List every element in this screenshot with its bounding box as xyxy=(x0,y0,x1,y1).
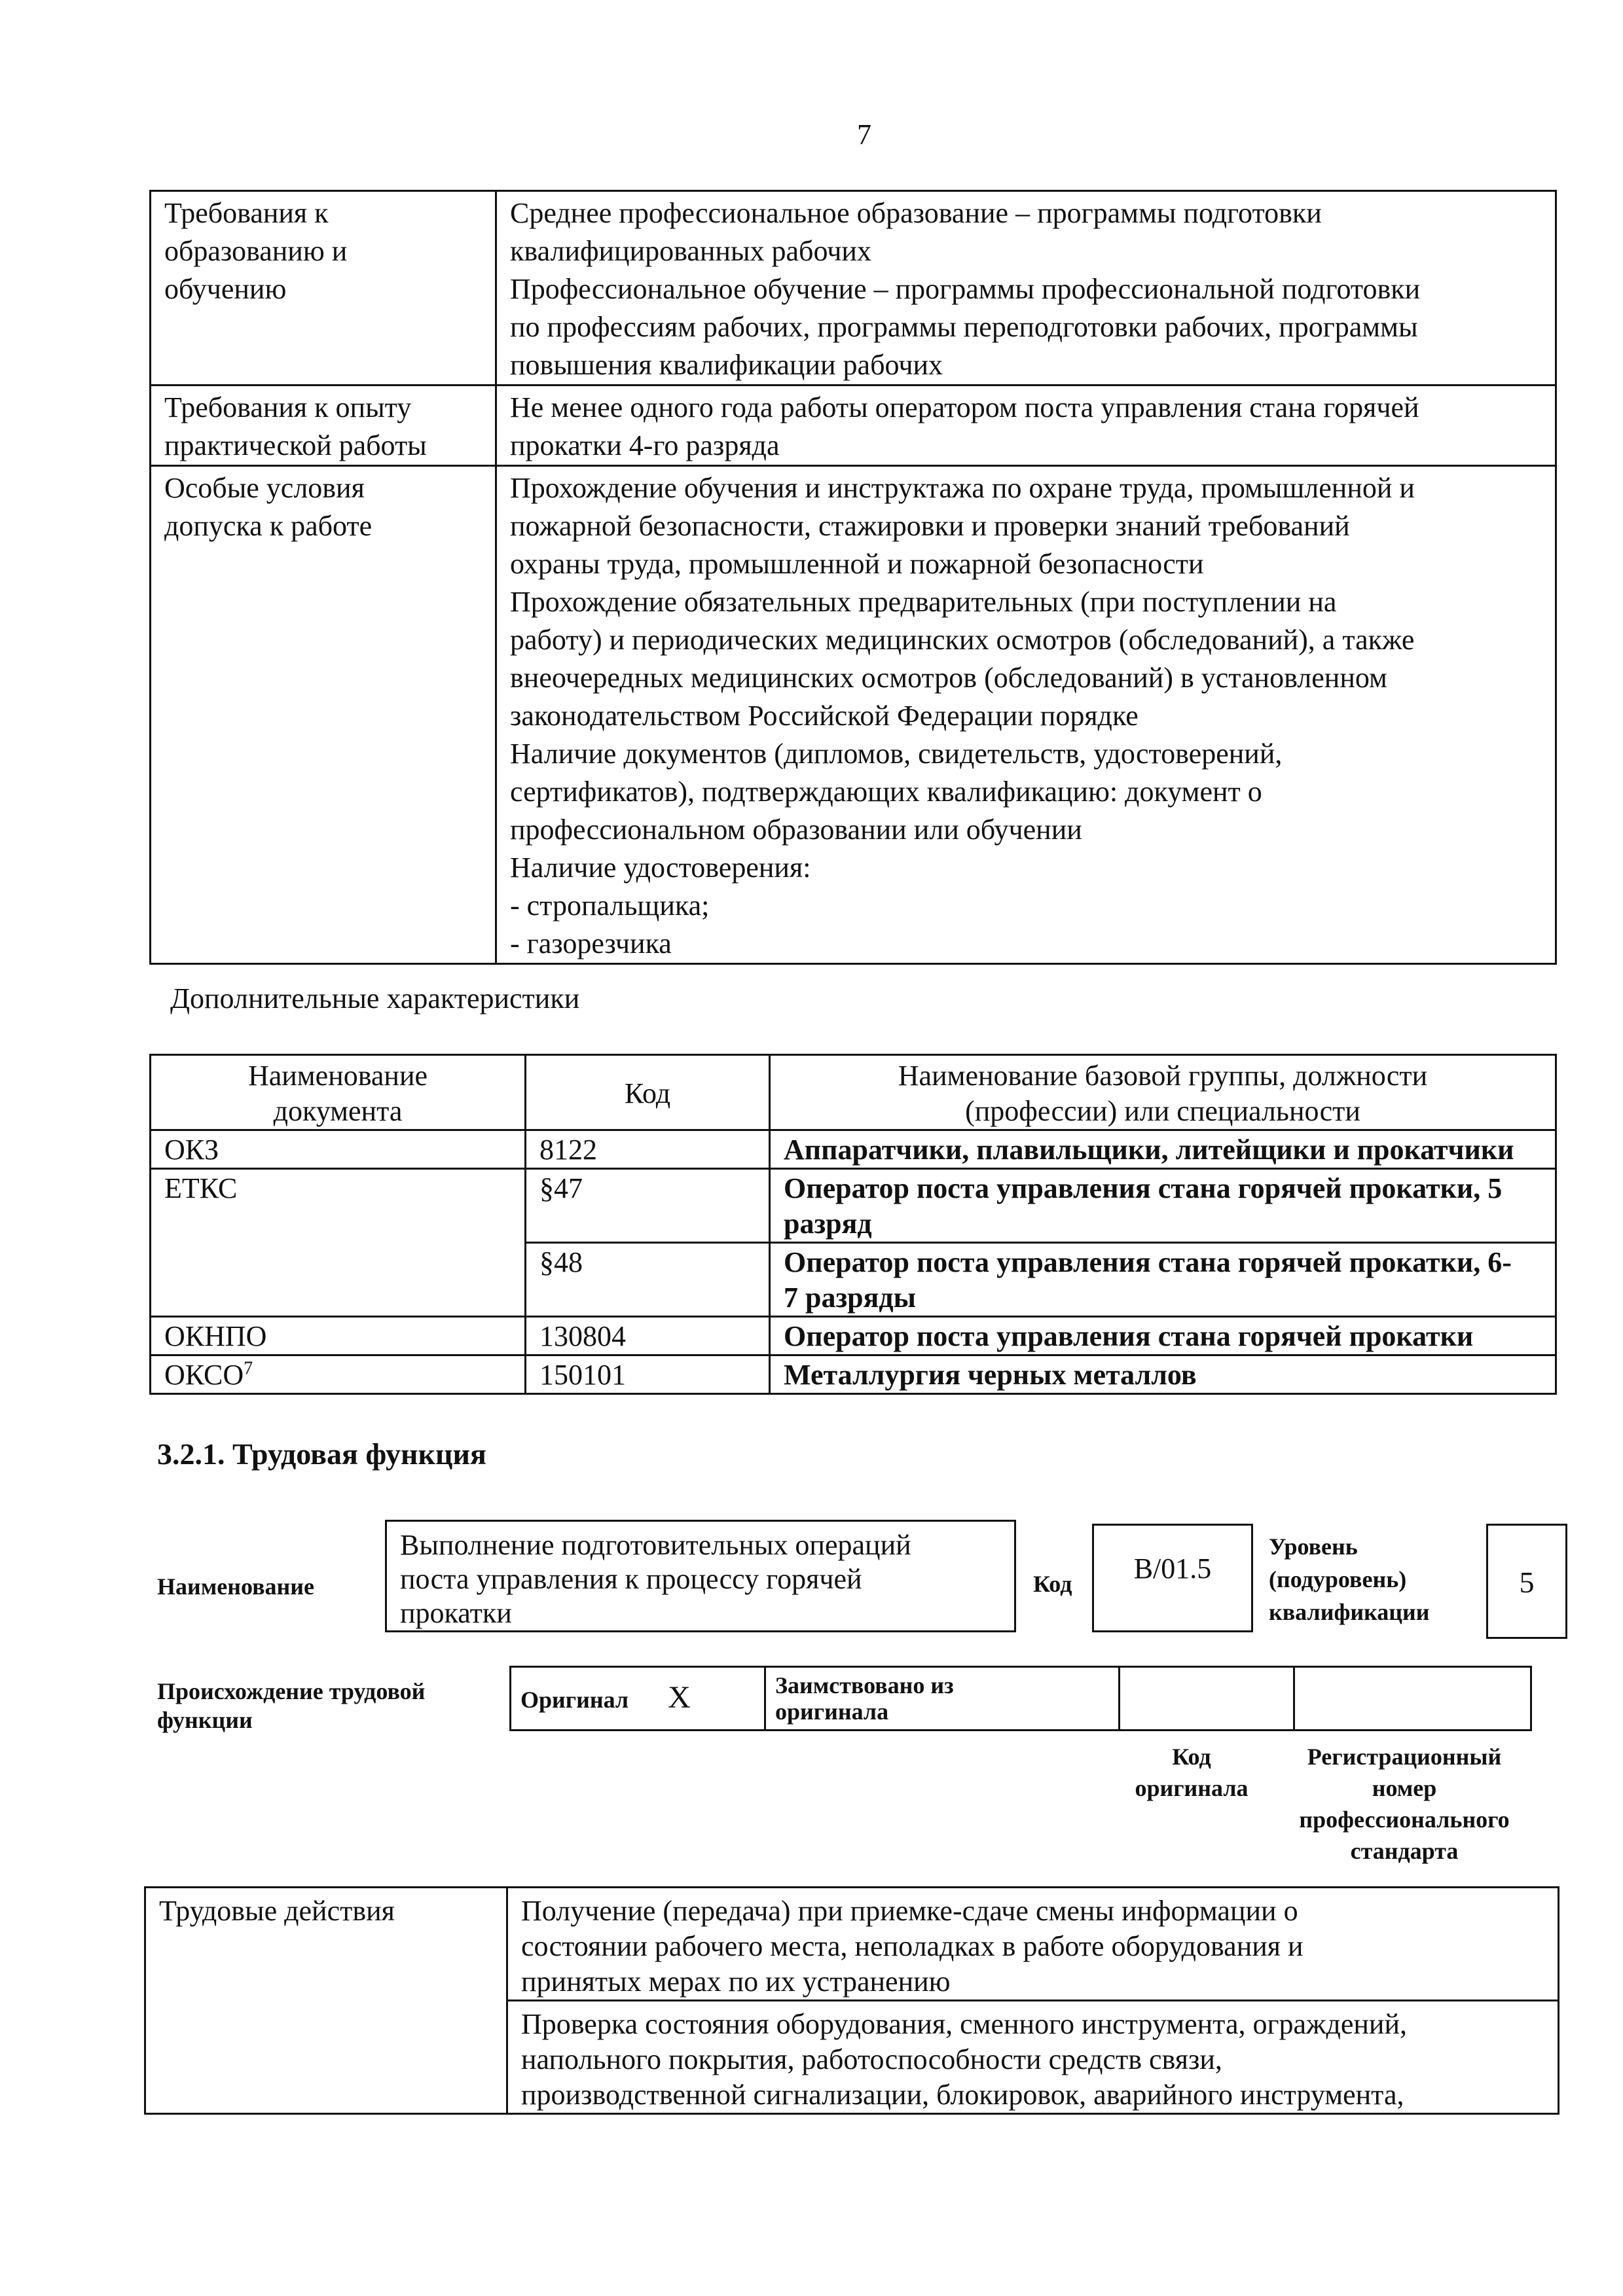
function-title: 3.2.1. Трудовая функция xyxy=(157,1437,486,1471)
code-cell: §48 xyxy=(526,1243,770,1317)
table-header-row xyxy=(151,1055,1556,1130)
page-number: 7 xyxy=(857,118,871,151)
labor-action-item: Получение (передача) при приемке-сдаче смены информации о состоянии рабочего места, неполадках в работе оборудования и принятых мерах по их устранению xyxy=(507,1888,1559,2001)
function-code-box xyxy=(1092,1524,1253,1632)
table-row xyxy=(145,1888,1559,2001)
original-cell: Оригинал X xyxy=(511,1667,765,1731)
registration-number-caption: Регистрационный номер профессионального стандарта xyxy=(1299,1744,1510,1864)
function-name-box: Выполнение подготовительных операций поста управления к процессу горячей прокатки xyxy=(385,1520,1016,1632)
table-row xyxy=(511,1667,1531,1731)
labor-actions-label: Трудовые действия xyxy=(145,1888,507,2114)
code-cell: 150101 xyxy=(526,1355,770,1394)
registration-number-cell xyxy=(1294,1667,1531,1731)
doc-name-cell: ОКНПО xyxy=(151,1317,526,1355)
table-row xyxy=(151,1130,1556,1169)
requirements-table xyxy=(149,190,1557,965)
requirement-label: Требования к образованию и обучению xyxy=(151,191,496,386)
requirement-value: Не менее одного года работы оператором поста управления стана горячей прокатки 4-го разряда xyxy=(496,386,1556,466)
base-group-cell: Оператор поста управления стана горячей прокатки xyxy=(770,1317,1556,1355)
original-mark: X xyxy=(668,1679,691,1715)
additional-table xyxy=(149,1054,1557,1395)
table-row xyxy=(151,386,1556,466)
labor-action-item: Проверка состояния оборудования, сменного инструмента, ограждений, напольного покрытия, работоспособности средств связи, производственной сигнализации, блокировок, аварийного инструмента, xyxy=(507,2001,1559,2114)
qualification-level-box xyxy=(1486,1524,1567,1639)
function-name-label: Наименование xyxy=(157,1573,314,1600)
base-group-cell: Металлургия черных металлов xyxy=(770,1355,1556,1394)
table-row xyxy=(151,1355,1556,1394)
doc-name-cell: ОКСО$^7$ xyxy=(151,1355,526,1394)
origin-label: Происхождение трудовой функции xyxy=(157,1678,426,1733)
function-code-label: Код xyxy=(1033,1571,1072,1597)
header-code: Код xyxy=(526,1055,770,1130)
doc-name-cell: ЕТКС xyxy=(151,1169,526,1317)
header-base-group: Наименование базовой группы, должности (профессии) или специальности xyxy=(770,1055,1556,1130)
requirement-value: Среднее профессиональное образование – программы подготовки квалифицированных рабочих Профессиональное обучение – программы профессиональной подготовки по профессиям рабочих, программы переподготовки рабочих, программы повышения квалификации рабочих xyxy=(496,191,1556,386)
original-code-cell xyxy=(1120,1667,1294,1731)
doc-name-cell: ОКЗ xyxy=(151,1130,526,1169)
base-group-cell: Оператор поста управления стана горячей прокатки, 6- 7 разряды xyxy=(770,1243,1556,1317)
origin-table xyxy=(509,1666,1532,1731)
qualification-level-label: Уровень (подуровень) квалификации xyxy=(1269,1534,1430,1625)
labor-actions-table xyxy=(144,1886,1559,2115)
original-code-caption: Код оригинала xyxy=(1135,1744,1249,1801)
table-row xyxy=(151,1169,1556,1243)
requirement-label: Требования к опыту практической работы xyxy=(151,386,496,466)
footnote-marker: 7 xyxy=(244,1358,253,1379)
base-group-cell: Оператор поста управления стана горячей прокатки, 5 разряд xyxy=(770,1169,1556,1243)
additional-heading: Дополнительные характеристики xyxy=(170,982,580,1014)
table-row xyxy=(151,1317,1556,1355)
header-document-name: Наименование документа xyxy=(151,1055,526,1130)
borrowed-cell: Заимствовано из оригинала xyxy=(765,1667,1120,1731)
code-cell: 8122 xyxy=(526,1130,770,1169)
code-cell: 130804 xyxy=(526,1317,770,1355)
table-row xyxy=(151,191,1556,386)
requirement-label: Особые условия допуска к работе xyxy=(151,466,496,964)
qualification-level-value: 5 xyxy=(1519,1566,1535,1599)
function-code-value: B/01.5 xyxy=(1133,1552,1212,1585)
table-row xyxy=(151,466,1556,964)
base-group-cell: Аппаратчики, плавильщики, литейщики и прокатчики xyxy=(770,1130,1556,1169)
code-cell: §47 xyxy=(526,1169,770,1243)
requirement-value: Прохождение обучения и инструктажа по охране труда, промышленной и пожарной безопасности, стажировки и проверки знаний требований охраны труда, промышленной и пожарной безопасности Прохождение обязательных предварительных (при поступлении на работу) и периодических медицинских осмотров (обследований), а также внеочередных медицинских осмотров (обследований) в установленном законодательством Российской Федерации порядке Наличие документов (дипломов, свидетельств, удостоверений, сертификатов), подтверждающих квалификацию: документ о профессиональном образовании или обучении Наличие удостоверения: - стропальщика; - газорезчика xyxy=(496,466,1556,964)
